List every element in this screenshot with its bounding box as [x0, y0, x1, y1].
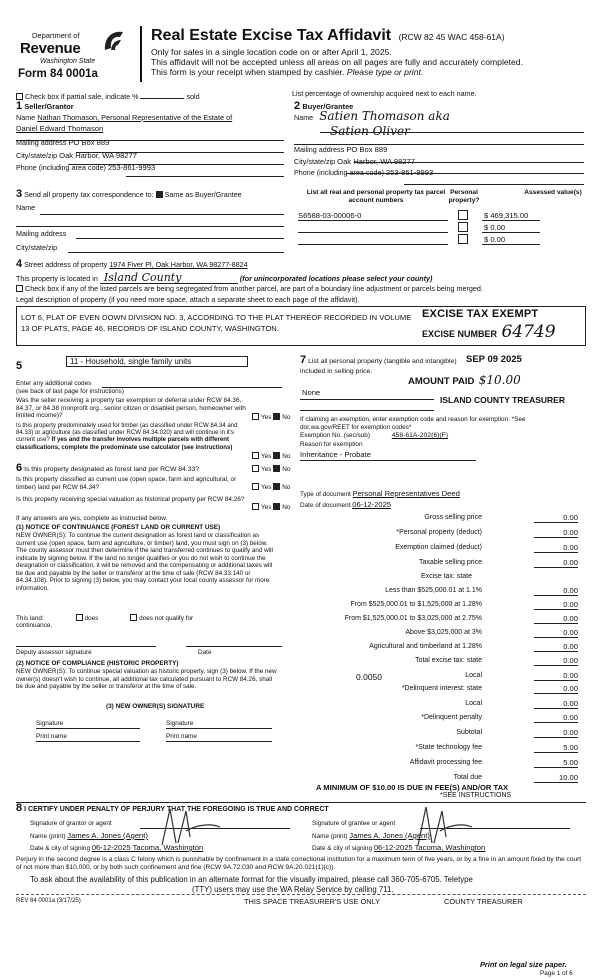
new-owner-print-1[interactable]: Print name: [36, 733, 67, 740]
s6q3-yes-checkbox[interactable]: [252, 503, 259, 510]
header-line-2: This affidavit will not be accepted unless all areas on all pages are fully and accurately completed.: [151, 57, 523, 67]
rev-number: REV 84 0001a (3/17/25): [16, 898, 81, 904]
doc-type-row: [300, 490, 460, 499]
doc-date-label: Date of document: [300, 502, 351, 509]
q2-yes-label: Yes: [261, 453, 272, 460]
correspondence-section: [16, 188, 284, 252]
county-field[interactable]: Island County: [100, 273, 238, 284]
q1-yes-label: Yes: [261, 414, 272, 421]
taxable-label: Taxable selling price: [418, 559, 482, 566]
s6q2-yes-label: Yes: [261, 484, 272, 491]
grantee-date-label: Date & city of signing: [312, 845, 373, 852]
dor-logo: [16, 28, 132, 88]
continuance-label: continuance.: [16, 622, 53, 629]
deputy-signature-label: Deputy assessor signature: [16, 649, 92, 656]
local-value[interactable]: 0.00: [534, 671, 578, 681]
exemption-no-row: [300, 432, 448, 440]
partial-sale-checkbox[interactable]: [16, 93, 23, 100]
located-label: This property is located in: [16, 274, 98, 283]
buyer-city[interactable]: Oak Harbor, WA 98277: [337, 156, 415, 166]
local-label: Local: [465, 672, 482, 679]
total-state-value[interactable]: 0.00: [534, 656, 578, 666]
q1-no-label: No: [282, 414, 291, 421]
corr-mail-label: Mailing address: [16, 229, 67, 238]
del-pen-value[interactable]: 0.00: [534, 713, 578, 723]
del-int-local-label: Local: [465, 700, 482, 707]
del-pen-label: *Delinquent penalty: [421, 714, 482, 721]
buyer-phone-label: Phone (including area code): [294, 168, 384, 178]
s6q1-no-label: No: [282, 466, 291, 473]
doc-type[interactable]: Personal Representatives Deed: [352, 489, 460, 498]
exemption-instructions: If claiming an exemption, enter exemption code and reason for exemption. *See dor.wa.gov/REET for exemption codes*: [300, 416, 526, 431]
notice-1-heading: (1) NOTICE OF CONTINUANCE (FOREST LAND OR CURRENT USE): [16, 524, 221, 531]
historic-question: Is this property receiving special valuation as historical property per RCW 84.26?: [16, 496, 245, 503]
stamp-amount-label: AMOUNT PAID: [408, 376, 475, 387]
stamp-excise-number-label: EXCISE NUMBER: [422, 329, 498, 339]
ownership-note: List percentage of ownership acquired next to each name.: [292, 89, 477, 98]
timber-question-yn: [252, 452, 290, 461]
header-line-3: This form is your receipt when stamped by cashier.: [151, 67, 345, 77]
tier-4-value[interactable]: 0.00: [534, 628, 578, 638]
grantor-date-row: [30, 844, 203, 853]
proc-fee-label: Affidavit processing fee: [409, 759, 482, 766]
current-use-question: Is this property classified as current use (open space, farm and agricultural, or timber) land per RCW 84.34?: [16, 476, 237, 491]
assessed-value-1[interactable]: $ 469,315.00: [484, 211, 529, 220]
personal-property-checkbox-2[interactable]: [458, 222, 468, 232]
proc-fee-value[interactable]: 5.00: [534, 758, 578, 768]
buyer-city-label: City/state/zip: [294, 156, 336, 166]
excise-exempt-stamp: [422, 308, 592, 342]
parcel-col-head-3: Assessed value(s): [524, 189, 582, 196]
corr-city-label: City/state/zip: [16, 243, 58, 252]
parcel-col-head-1: List all real and personal property tax parcel account numbers: [306, 189, 446, 204]
buyer-name-label: Name: [294, 112, 314, 122]
add-codes-label: Enter any additional codes: [16, 380, 92, 387]
doc-date-row: [300, 501, 391, 510]
street-address[interactable]: 1974 Fiver Pl, Oak Harbor, WA 98277-8824: [109, 260, 248, 269]
grantor-date-city[interactable]: 06-12-2025 Tacoma, Washington: [91, 843, 204, 852]
partial-percent-field[interactable]: [140, 90, 184, 99]
exemption-deduct-value[interactable]: 0.00: [534, 543, 578, 553]
grantor-name-row: [30, 832, 148, 841]
tier-5-value[interactable]: 0.00: [534, 642, 578, 652]
certify-statement: I CERTIFY UNDER PENALTY OF PERJURY THAT THE FOREGOING IS TRUE AND CORRECT: [24, 806, 329, 813]
reason-value[interactable]: Inheritance - Probate: [300, 450, 371, 459]
grantee-signature-scribble[interactable]: [408, 805, 478, 847]
form-code-ref: (RCW 82 45 WAC 458-61A): [398, 32, 505, 42]
perjury-text: Perjury in the second degree is a class C felony which is punishable by confinement in a state correctional institution for a maximum term of five years, or by a fine in an amount fixed by the court of not more than $10,000, or by both such confinement and fine (RCW 9A.72.030 and RCW 9A.20.021(1)(c)).: [16, 856, 582, 871]
seller-phone-label: Phone (including area code): [16, 163, 106, 173]
form-title-block: [151, 27, 591, 77]
exemption-deduct-label: Exemption claimed (deduct): [395, 544, 482, 551]
personal-deduct-label: *Personal property (deduct): [396, 529, 482, 536]
parcel-col-head-2: Personal property?: [448, 189, 480, 204]
s5-num: 5: [16, 360, 23, 372]
legal-desc-label: Legal description of property (if you need more space, attach a separate sheet to each page of the affidavit).: [16, 295, 360, 304]
notice-2-body: NEW OWNER(S): To continue special valuation as historic property, sign (3) below. If the new owner(s) doesn't wish to continue, all additional tax calculated pursuant to RCW 84.26, shall be due and payable by the seller or transferor at the time of sale.: [16, 668, 277, 690]
seller-city-label: City/state/zip: [16, 150, 58, 160]
header-divider: [140, 26, 142, 82]
s4-num: 4: [16, 258, 23, 270]
del-int-local-value[interactable]: 0.00: [534, 699, 578, 709]
buyer-heading: Buyer/Grantee: [302, 102, 354, 111]
s6q2-no-checkbox[interactable]: [273, 483, 280, 490]
corr-name-label: Name: [16, 202, 36, 212]
assessed-value-3[interactable]: $ 0.00: [484, 235, 506, 244]
tier-5-label: Agricultural and timberland at 1.28%: [369, 643, 482, 650]
buyer-num: 2: [294, 100, 301, 112]
see-instructions-note: *SEE INSTRUCTIONS: [440, 792, 512, 799]
buyer-phone[interactable]: 253-861-9993: [385, 168, 434, 178]
does-checkbox[interactable]: [76, 614, 83, 621]
personal-property-value[interactable]: None: [302, 388, 321, 397]
this-land-label: This land:: [16, 615, 44, 622]
personal-property-label: List all personal property (tangible and intangible) included in selling price.: [300, 358, 457, 375]
q1-yes-checkbox[interactable]: [252, 413, 259, 420]
does-not-checkbox[interactable]: [130, 614, 137, 621]
segregated-label: Check box if any of the listed parcels are being segregated from another parcel, are part of a boundary line adjustment or parcels being merged.: [25, 284, 483, 293]
segregated-row: [16, 285, 483, 294]
tech-fee-value[interactable]: 5.00: [534, 743, 578, 753]
tier-2-value[interactable]: 0.00: [534, 600, 578, 610]
doc-type-label: Type of document: [300, 491, 351, 498]
reason-label: Reason for exemption: [300, 441, 363, 448]
seller-mail[interactable]: PO Box 889: [68, 138, 110, 148]
exemption-question: Was the seller receiving a property tax exemption or deferral under RCW 84.36, 84.37, or 84.38 (nonprofit org., senior citizen or disabled person, homeowner with limited income)?: [16, 397, 246, 420]
tech-fee-label: *State technology fee: [415, 744, 482, 751]
section-6: [16, 462, 291, 740]
buyer-name-line2[interactable]: Satien Oliver: [330, 124, 410, 139]
timber-question: [16, 422, 254, 451]
grantee-date-row: [312, 844, 485, 853]
gross-value[interactable]: 0.00: [534, 513, 578, 523]
notice-2-heading: (2) NOTICE OF COMPLIANCE (HISTORIC PROPERTY): [16, 660, 179, 667]
state-name: Washington State: [40, 58, 96, 65]
personal-property-checkbox-3[interactable]: [458, 234, 468, 244]
taxable-value[interactable]: 0.00: [534, 558, 578, 568]
grantor-date-label: Date & city of signing: [30, 845, 91, 852]
s6q1-no-checkbox[interactable]: [273, 465, 280, 472]
s6q1-yes-checkbox[interactable]: [252, 465, 259, 472]
s6q3-yes-label: Yes: [261, 504, 272, 511]
land-use-section: [16, 356, 291, 460]
partial-sale-row: [16, 90, 200, 102]
total-due-label: Total due: [453, 774, 482, 781]
deputy-date-label: Date: [198, 649, 212, 656]
minimum-due-note: A MINIMUM OF $10.00 IS DUE IN FEE(S) AND/OR TAX: [316, 783, 509, 792]
tier-3-label: From $1,525,000.01 to $3,025,000 at 2.75%: [344, 615, 482, 622]
ada-notice-2: (TTY) users may use the WA Relay Service by calling 711.: [192, 885, 394, 894]
same-as-buyer-label: Same as Buyer/Grantee: [164, 190, 242, 199]
tier-2-label: From $525,000.01 to $1,525,000 at 1.28%: [350, 601, 482, 608]
grantee-name-label: Name (print): [312, 833, 348, 840]
local-rate: 0.0050: [356, 672, 382, 682]
legal-paper-note: Print on legal size paper.: [480, 960, 567, 969]
section-8: [16, 802, 586, 852]
seller-name-label: Name: [16, 112, 36, 122]
header-line-3-italic: Please type or print.: [346, 67, 424, 77]
parcel-account-1[interactable]: S6588-03-00006-0: [298, 211, 362, 220]
header-line-1: Only for sales in a single location code on or after April 1, 2025.: [151, 47, 392, 57]
form-title: Real Estate Excise Tax Affidavit: [151, 27, 392, 44]
land-use-value: 11 - Household, single family units: [70, 357, 192, 366]
tier-1-value[interactable]: 0.00: [534, 586, 578, 596]
q2-no-checkbox[interactable]: [273, 452, 280, 459]
buyer-name-line1[interactable]: Satien Thomason aka: [319, 108, 450, 123]
del-int-state-label: *Delinquent interest: state: [401, 685, 482, 692]
stamp-date: SEP 09 2025: [466, 354, 522, 365]
form-number: Form 84 0001a: [18, 68, 98, 80]
assessed-value-2[interactable]: $ 0.00: [484, 223, 506, 232]
stamp-amount: $10.00: [478, 373, 521, 387]
seller-num: 1: [16, 100, 23, 112]
exemption-question-yn: [252, 413, 290, 422]
perjury-notice: [16, 856, 586, 872]
historic-yn: [252, 503, 290, 512]
gross-label: Gross selling price: [424, 514, 482, 521]
dept-name: Revenue: [20, 40, 81, 57]
does-label: does: [84, 615, 99, 622]
doc-date[interactable]: 06-12-2025: [352, 500, 392, 509]
s6-num: 6: [16, 462, 23, 474]
seller-heading: Seller/Grantor: [24, 102, 74, 111]
seller-phone[interactable]: 253-861-9993: [107, 163, 156, 173]
grantee-name[interactable]: James A. Jones (Agent): [349, 831, 430, 840]
see-back-label: (see back of last page for instructions): [16, 388, 124, 395]
street-label: Street address of property: [24, 260, 108, 269]
notice-1-body: NEW OWNER(S): To continue the current designation as forest land or classification as current use (open space, farm and agriculture, or timber) land, you must sign on (3) below. The county assessor must then determine if the land transferred continues to qualify and will indicate by signing below. If the land no longer qualifies or you do not wish to continue the designation or classification, it will be removed and the compensating or additional taxes will be due and payable by the seller or transferor at the time of sale (RCW 84.33.140 or 84.34.108). Prior to signing (3) below, you may contact your local county assessor for more information.: [16, 532, 273, 592]
s8-num: 8: [16, 802, 23, 814]
excise-state-label: Excise tax: state: [421, 573, 472, 580]
new-owner-sig-1[interactable]: Signature: [36, 720, 64, 727]
subtotal-label: Subtotal: [456, 729, 482, 736]
if-yes-note: If any answers are yes, complete as instructed below.: [16, 515, 168, 522]
partial-sold-label: sold: [186, 92, 200, 101]
q2-yes-checkbox[interactable]: [252, 452, 259, 459]
grantee-name-row: [312, 832, 430, 841]
tier-4-label: Above $3,025,000 at 3%: [405, 629, 482, 636]
q1-no-checkbox[interactable]: [273, 413, 280, 420]
subtotal-value[interactable]: 0.00: [534, 728, 578, 738]
partial-sale-label: Check box if partial sale, indicate %: [25, 92, 139, 101]
stamp-exempt: EXCISE TAX EXEMPT: [422, 308, 539, 320]
corr-num: 3: [16, 188, 23, 200]
s6q2-yes-checkbox[interactable]: [252, 483, 259, 490]
seller-name-line1[interactable]: Nathan Thomason, Personal Representative of the Estate of: [37, 112, 233, 122]
county-treasurer-label: COUNTY TREASURER: [444, 897, 523, 906]
treasurer-divider: [16, 894, 586, 895]
street-address-row: [16, 260, 586, 270]
s6q3-no-checkbox[interactable]: [273, 503, 280, 510]
s6q2-no-label: No: [282, 484, 291, 491]
new-owner-sig-2[interactable]: Signature: [166, 720, 194, 727]
s6q3-no-label: No: [282, 504, 291, 511]
s7-num: 7: [300, 354, 307, 366]
personal-deduct-value[interactable]: 0.00: [534, 528, 578, 538]
dept-prefix: Department of: [32, 31, 80, 40]
s6q1-yes-label: Yes: [261, 466, 272, 473]
ada-notice-1: To ask about the availability of this publication in an alternate format for the visually impaired, please call 360-705-6705. Teletype: [30, 875, 473, 884]
grantor-name-label: Name (print): [30, 833, 66, 840]
exemption-no[interactable]: 458-61A-202(6)(F): [391, 432, 449, 439]
personal-property-checkbox-1[interactable]: [458, 210, 468, 220]
new-owner-print-2[interactable]: Print name: [166, 733, 197, 740]
total-state-label: Total excise tax: state: [415, 657, 482, 664]
stamp-excise-number: 64749: [501, 322, 556, 342]
corr-label: Send all property tax correspondence to:: [24, 190, 154, 199]
land-use-select[interactable]: [66, 356, 248, 367]
notice-3-heading: (3) NEW OWNER(S) SIGNATURE: [106, 703, 205, 710]
unincorporated-note: (for unincorporated locations please select your county): [239, 274, 433, 283]
timber-question-b: If yes and the transfer involves multiple parcels with different classifications, complete the predominate use calculator (see instructions): [16, 436, 233, 451]
segregated-checkbox[interactable]: [16, 285, 23, 292]
seller-section: [16, 102, 284, 173]
legal-description: LOT 6, PLAT OF EVEN DOWN DIVISION NO. 3, ACCORDING TO THE PLAT THEREOF RECORDED IN VOLUME 13 OF PLATS, PAGE 46, RECORDS OF ISLAND COUNTY, WASHINGTON.: [21, 313, 412, 333]
tier-3-value[interactable]: 0.00: [534, 614, 578, 624]
same-as-buyer-checkbox[interactable]: [156, 191, 163, 198]
buyer-section: [294, 102, 584, 178]
q2-no-label: No: [282, 453, 291, 460]
treasurer-use-only: THIS SPACE TREASURER'S USE ONLY: [244, 897, 381, 906]
forest-question: Is this property designated as forest land per RCW 84.33?: [24, 466, 200, 473]
tier-1-label: Less than $525,000.01 at 1.1%: [385, 587, 482, 594]
buyer-mail[interactable]: PO Box 889: [346, 145, 388, 155]
current-use-yn: [252, 483, 290, 492]
does-not-label: does not qualify for: [139, 615, 194, 622]
buyer-mail-label: Mailing address: [294, 145, 345, 155]
seller-city[interactable]: Oak Harbor, WA 98277: [59, 150, 137, 160]
tax-calculation: [300, 510, 586, 800]
exemption-no-label: Exemption No. (sec/sub): [300, 432, 370, 439]
timber-question-a: Is this property predominately used for timber (as classified under RCW 84.34 and 84.33) or agriculture (as classified under RCW 84.34.020) and will continue in it's current use?: [16, 422, 238, 444]
forest-yn: [252, 465, 290, 474]
grantor-name[interactable]: James A. Jones (Agent): [67, 831, 148, 840]
grantee-date-city[interactable]: 06-12-2025 Tacoma, Washington: [373, 843, 486, 852]
page-number: Page 1 of 6: [540, 970, 573, 977]
stamp-treasurer: ISLAND COUNTY TREASURER: [440, 395, 565, 405]
located-row: [16, 273, 432, 284]
seller-name-line2[interactable]: Daniel Edward Thomason: [16, 124, 104, 134]
seller-mail-label: Mailing address: [16, 138, 67, 148]
total-due-value[interactable]: 10.00: [534, 773, 578, 783]
grantee-signature-label: Signature of grantee or agent: [312, 820, 396, 827]
del-int-state-value[interactable]: 0.00: [534, 684, 578, 694]
dor-emblem-icon: [102, 28, 126, 56]
grantor-signature-label: Signature of grantor or agent: [30, 820, 112, 827]
